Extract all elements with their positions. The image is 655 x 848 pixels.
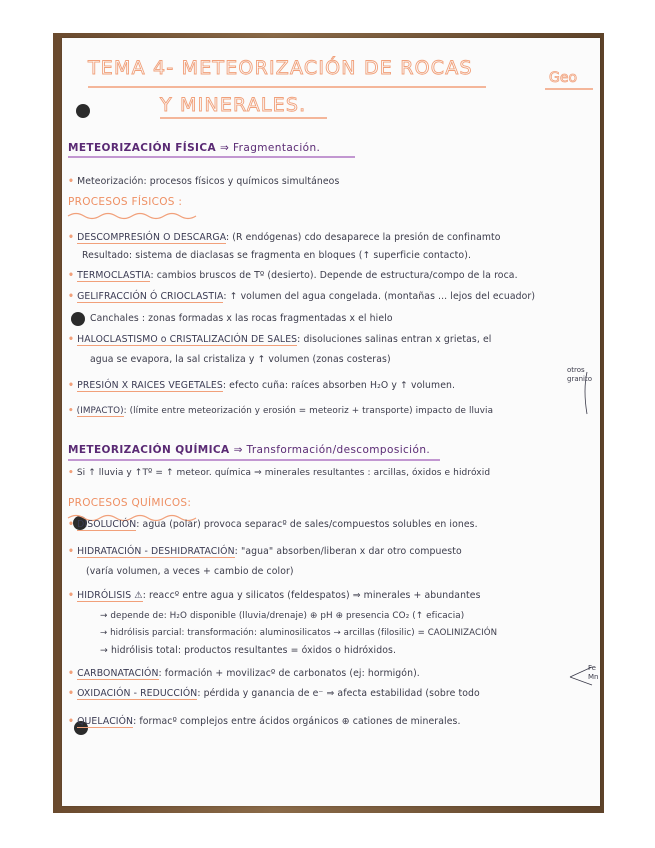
chemical-item-2-text: : "agua" absorben/liberan x dar otro compuesto (234, 546, 462, 557)
physical-processes-heading: PROCESOS FÍSICOS : (68, 196, 183, 208)
physical-item-5-head: PRESIÓN X RAICES VEGETALES (77, 380, 223, 391)
chemical-item-2-detail-text: (varía volumen, a veces + cambio de color) (86, 566, 294, 577)
chemical-item-2-detail (86, 566, 294, 577)
physical-item-3-text: : ↑ volumen del agua congelada. (montañas ... lejos del ecuador) (223, 291, 536, 302)
physical-item-1-text: : (R endógenas) cdo desaparece la presión de confinamto (226, 232, 501, 243)
section-heading-physical-title: METEORIZACIÓN FÍSICA (68, 142, 216, 154)
chemical-item-6-text: : formacº complejos entre ácidos orgánicos ⊕ cationes de minerales. (133, 716, 461, 727)
physical-item-5: • PRESIÓN X RAICES VEGETALES: efecto cuña: raíces absorben H₂O y ↑ volumen. (68, 380, 456, 391)
section-heading-physical-result: ⇒ Fragmentación. (220, 142, 321, 154)
physical-item-3-detail (90, 313, 393, 324)
physical-item-2-text: : cambios bruscos de Tº (desierto). Depende de estructura/compo de la roca. (150, 270, 518, 281)
physical-item-1: • DESCOMPRESIÓN O DESCARGA: (R endógenas) cdo desaparece la presión de confinamto (68, 232, 501, 243)
chemical-item-1: • DISOLUCIÓN: agua (polar) provoca separacº de sales/compuestos solubles en iones. (68, 519, 478, 530)
chemical-item-2-head: HIDRATACIÓN - DESHIDRATACIÓN (77, 546, 235, 557)
physical-item-4-detail (90, 354, 391, 365)
physical-side-note (567, 366, 592, 384)
physical-item-2: • TERMOCLASTIA: cambios bruscos de Tº (desierto). Depende de estructura/compo de la roca. (68, 270, 518, 281)
physical-item-6-head: (IMPACTO) (76, 406, 124, 416)
subject-tag: Geo (549, 70, 578, 86)
physical-item-5-text: : efecto cuña: raíces absorben H₂O y ↑ volumen. (222, 380, 456, 391)
physical-item-4-detail-text: agua se evapora, la sal cristaliza y ↑ volumen (zonas costeras) (90, 354, 391, 365)
chemical-item-5-head: OXIDACIÓN - REDUCCIÓN (77, 688, 198, 699)
chemical-item-3-detail-1 (100, 611, 464, 621)
physical-item-3-detail-text: Canchales : zonas formadas x las rocas fragmentadas x el hielo (90, 313, 393, 324)
punch-hole-2 (71, 312, 85, 326)
chemical-item-3-detail-2 (100, 628, 497, 638)
section-heading-chemical (68, 444, 430, 456)
physical-item-1-detail-text: Resultado: sistema de diaclasas se fragmenta en bloques (↑ superficie contacto). (82, 250, 471, 261)
chemical-item-4-text: : formación + movilizacº de carbonatos (ej: hormigón). (158, 668, 420, 679)
chemical-intro-text: Si ↑ lluvia y ↑Tº = ↑ meteor. química ⇒ minerales resultantes : arcillas, óxidos e hidróxid (76, 468, 491, 478)
physical-intro: • Meteorización: procesos físicos y químicos simultáneos (68, 176, 340, 187)
physical-item-4-head: HALOCLASTISMO o CRISTALIZACIÓN DE SALES (77, 334, 298, 345)
chemical-side-note-line-2: Mn (588, 673, 599, 681)
chemical-item-5-text: : pérdida y ganancia de e⁻ ⇒ afecta estabilidad (sobre todo (197, 688, 480, 699)
chemical-item-3-detail-3-text: → hidrólisis total: productos resultantes = óxidos o hidróxidos. (100, 645, 396, 656)
punch-hole-1 (76, 104, 90, 118)
physical-intro-text: Meteorización: procesos físicos y químicos simultáneos (77, 176, 340, 187)
chemical-item-3: • HIDRÓLISIS ⚠: reaccº entre agua y silicatos (feldespatos) ⇒ minerales + abundantes (68, 590, 481, 601)
physical-item-2-head: TERMOCLASTIA (77, 270, 151, 281)
chemical-item-6: • QUELACIÓN: formacº complejos entre ácidos orgánicos ⊕ cationes de minerales. (68, 716, 461, 727)
chemical-item-2: • HIDRATACIÓN - DESHIDRATACIÓN: "agua" absorben/liberan x dar otro compuesto (68, 546, 462, 557)
physical-item-3: • GELIFRACCIÓN Ó CRIOCLASTIA: ↑ volumen del agua congelada. (montañas ... lejos del ecuador) (68, 291, 536, 302)
chemical-item-3-text: : reaccº entre agua y silicatos (feldespatos) ⇒ minerales + abundantes (142, 590, 481, 601)
physical-side-note-line-1: otros (567, 366, 585, 374)
chemical-item-5: • OXIDACIÓN - REDUCCIÓN: pérdida y ganancia de e⁻ ⇒ afecta estabilidad (sobre todo (68, 688, 480, 699)
physical-item-4: • HALOCLASTISMO o CRISTALIZACIÓN DE SALES: disoluciones salinas entran x grietas, el (68, 334, 492, 345)
chemical-item-1-head: DISOLUCIÓN (77, 519, 137, 530)
physical-item-1-detail (82, 250, 471, 261)
physical-item-6-text: : (límite entre meteorización y erosión = meteoriz + transporte) impacto de lluvia (123, 406, 494, 416)
chemical-item-3-detail-3 (100, 645, 396, 656)
physical-item-1-head: DESCOMPRESIÓN O DESCARGA (77, 232, 227, 243)
chemical-processes-heading: PROCESOS QUÍMICOS: (68, 497, 192, 509)
section-heading-physical (68, 142, 320, 154)
chemical-intro: • Si ↑ lluvia y ↑Tº = ↑ meteor. química ⇒ minerales resultantes : arcillas, óxidos e hidróxid (68, 468, 491, 478)
chemical-item-4: • CARBONATACIÓN: formación + movilizacº de carbonatos (ej: hormigón). (68, 668, 420, 679)
physical-item-4-text: : disoluciones salinas entran x grietas, el (297, 334, 492, 345)
chemical-item-6-head: QUELACIÓN (77, 716, 134, 727)
chemical-item-3-detail-1-text: → depende de: H₂O disponible (lluvia/drenaje) ⊕ pH ⊕ presencia CO₂ (↑ eficacia) (100, 611, 465, 621)
physical-item-6: • (IMPACTO): (límite entre meteorización y erosión = meteoriz + transporte) impacto de lluvia (68, 406, 494, 416)
chemical-item-3-detail-2-text: → hidrólisis parcial: transformación: aluminosilicatos → arcillas (filosilic) = CAOLINIZACIÓN (100, 628, 498, 638)
chemical-item-3-head: HIDRÓLISIS ⚠ (77, 590, 143, 601)
section-heading-chemical-title: METEORIZACIÓN QUÍMICA (68, 444, 230, 456)
physical-item-3-head: GELIFRACCIÓN Ó CRIOCLASTIA (77, 291, 224, 302)
chemical-side-note-line-1: Fe (588, 664, 596, 672)
chemical-side-note (588, 664, 598, 682)
chemical-item-4-head: CARBONATACIÓN (77, 668, 159, 679)
chemical-item-1-text: : agua (polar) provoca separacº de sales/compuestos solubles en iones. (136, 519, 478, 530)
physical-side-note-line-2: granito (567, 375, 593, 383)
page-title-line-1: TEMA 4- METEORIZACIÓN DE ROCAS (88, 57, 473, 79)
page-title-line-2: Y MINERALES. (160, 94, 307, 116)
section-heading-chemical-result: ⇒ Transformación/descomposición. (233, 444, 431, 456)
